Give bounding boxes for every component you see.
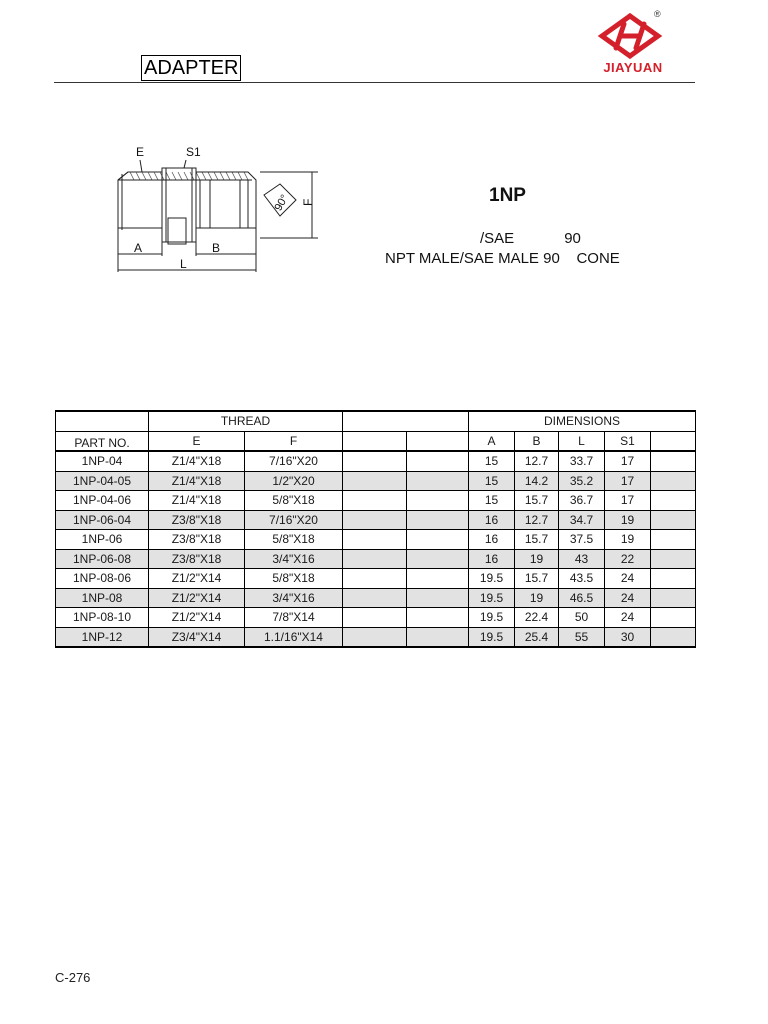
- cell-l: 34.7: [559, 510, 605, 530]
- blank-cell: [407, 510, 469, 530]
- blank-cell: [407, 549, 469, 569]
- cell-f: 1/2"X20: [245, 471, 343, 491]
- table-group-header-row: [56, 411, 696, 431]
- blank-cell: [407, 491, 469, 511]
- cell-a: 19.5: [469, 588, 515, 608]
- cell-l: 37.5: [559, 530, 605, 550]
- model-code: 1NP: [489, 185, 526, 206]
- description-line-2: NPT MALE/SAE MALE 90 CONE: [385, 250, 620, 267]
- cell-part: 1NP-08-06: [56, 569, 149, 589]
- blank-cell: [651, 510, 696, 530]
- blank-cell: [407, 431, 469, 451]
- page-title: ADAPTER: [141, 55, 241, 81]
- blank-cell: [343, 451, 407, 471]
- cell-a: 15: [469, 491, 515, 511]
- cell-l: 46.5: [559, 588, 605, 608]
- table-row: [56, 510, 696, 530]
- blank-cell: [651, 431, 696, 451]
- blank-cell: [343, 510, 407, 530]
- cell-b: 15.7: [515, 530, 559, 550]
- blank-cell: [651, 491, 696, 511]
- cell-part: 1NP-06-08: [56, 549, 149, 569]
- blank-cell: [651, 549, 696, 569]
- cell-f: 3/4"X16: [245, 588, 343, 608]
- cell-s1: 22: [605, 549, 651, 569]
- blank-cell: [56, 411, 149, 431]
- adapter-drawing: [100, 140, 330, 280]
- cell-part: 1NP-08-10: [56, 608, 149, 628]
- table-column-header-row: [56, 431, 696, 451]
- dimensions-group-header: DIMENSIONS: [469, 411, 696, 431]
- cell-e: Z1/2"X14: [149, 588, 245, 608]
- table-row: [56, 491, 696, 511]
- cell-e: Z1/2"X14: [149, 569, 245, 589]
- col-l: L: [559, 431, 605, 451]
- blank-cell: [651, 627, 696, 647]
- description-line-1: /SAE 90: [480, 230, 581, 247]
- cell-e: Z3/8"X18: [149, 549, 245, 569]
- blank-cell: [407, 530, 469, 550]
- blank-cell: [651, 530, 696, 550]
- blank-cell: [651, 471, 696, 491]
- cell-f: 5/8"X18: [245, 530, 343, 550]
- cell-b: 12.7: [515, 510, 559, 530]
- cell-part: 1NP-06-04: [56, 510, 149, 530]
- cell-s1: 17: [605, 451, 651, 471]
- cell-b: 12.7: [515, 451, 559, 471]
- cell-e: Z3/8"X18: [149, 510, 245, 530]
- cell-b: 14.2: [515, 471, 559, 491]
- blank-cell: [407, 627, 469, 647]
- cell-l: 36.7: [559, 491, 605, 511]
- brand-name: JIAYUAN: [603, 60, 663, 75]
- blank-cell: [343, 608, 407, 628]
- cell-e: Z1/2"X14: [149, 608, 245, 628]
- cell-s1: 30: [605, 627, 651, 647]
- thread-group-header: THREAD: [149, 411, 343, 431]
- cell-b: 15.7: [515, 491, 559, 511]
- cell-l: 50: [559, 608, 605, 628]
- blank-cell: [407, 471, 469, 491]
- cell-a: 15: [469, 451, 515, 471]
- blank-cell: [651, 451, 696, 471]
- label-s1: S1: [186, 145, 201, 159]
- col-a: A: [469, 431, 515, 451]
- cell-s1: 17: [605, 471, 651, 491]
- col-e: E: [149, 431, 245, 451]
- cell-part: 1NP-04-06: [56, 491, 149, 511]
- col-f: F: [245, 431, 343, 451]
- table-row: [56, 627, 696, 647]
- cell-part: 1NP-04-05: [56, 471, 149, 491]
- cell-l: 43.5: [559, 569, 605, 589]
- cell-f: 7/16"X20: [245, 451, 343, 471]
- label-a: A: [134, 241, 143, 255]
- cell-f: 5/8"X18: [245, 569, 343, 589]
- cell-part: 1NP-06: [56, 530, 149, 550]
- cell-l: 33.7: [559, 451, 605, 471]
- cell-a: 16: [469, 510, 515, 530]
- col-part-no: PART NO.: [56, 431, 149, 451]
- blank-cell: [343, 549, 407, 569]
- cell-a: 16: [469, 549, 515, 569]
- cell-f: 7/8"X14: [245, 608, 343, 628]
- header-divider: [54, 82, 695, 83]
- col-s1: S1: [605, 431, 651, 451]
- col-b: B: [515, 431, 559, 451]
- blank-cell: [407, 588, 469, 608]
- cell-e: Z1/4"X18: [149, 451, 245, 471]
- blank-cell: [343, 491, 407, 511]
- table-row: [56, 569, 696, 589]
- cell-f: 7/16"X20: [245, 510, 343, 530]
- table-row: [56, 608, 696, 628]
- cell-part: 1NP-08: [56, 588, 149, 608]
- blank-cell: [343, 588, 407, 608]
- cell-e: Z1/4"X18: [149, 471, 245, 491]
- cell-s1: 24: [605, 588, 651, 608]
- cell-l: 35.2: [559, 471, 605, 491]
- cell-part: 1NP-12: [56, 627, 149, 647]
- cell-b: 22.4: [515, 608, 559, 628]
- label-f: F: [301, 198, 315, 206]
- cell-s1: 24: [605, 569, 651, 589]
- spec-table: [55, 410, 696, 648]
- cell-part: 1NP-04: [56, 451, 149, 471]
- blank-cell: [343, 411, 469, 431]
- blank-cell: [343, 569, 407, 589]
- cell-a: 19.5: [469, 608, 515, 628]
- cell-b: 19: [515, 588, 559, 608]
- cell-b: 19: [515, 549, 559, 569]
- blank-cell: [651, 588, 696, 608]
- registered-mark: ®: [654, 9, 661, 19]
- blank-cell: [343, 431, 407, 451]
- label-b: B: [212, 241, 221, 255]
- cell-s1: 17: [605, 491, 651, 511]
- blank-cell: [651, 608, 696, 628]
- cell-a: 16: [469, 530, 515, 550]
- cell-a: 19.5: [469, 627, 515, 647]
- label-e: E: [136, 145, 145, 159]
- blank-cell: [407, 451, 469, 471]
- cell-s1: 24: [605, 608, 651, 628]
- cell-e: Z3/4"X14: [149, 627, 245, 647]
- cell-s1: 19: [605, 510, 651, 530]
- cell-l: 55: [559, 627, 605, 647]
- logo-mark-icon: [602, 16, 658, 56]
- cell-f: 3/4"X16: [245, 549, 343, 569]
- blank-cell: [343, 471, 407, 491]
- table-row: [56, 588, 696, 608]
- page-number: C-276: [55, 970, 91, 985]
- blank-cell: [343, 530, 407, 550]
- cell-b: 25.4: [515, 627, 559, 647]
- table-row: [56, 549, 696, 569]
- cell-e: Z3/8"X18: [149, 530, 245, 550]
- cell-b: 15.7: [515, 569, 559, 589]
- table-row: [56, 530, 696, 550]
- cell-l: 43: [559, 549, 605, 569]
- cell-f: 5/8"X18: [245, 491, 343, 511]
- cell-e: Z1/4"X18: [149, 491, 245, 511]
- cell-a: 15: [469, 471, 515, 491]
- cell-s1: 19: [605, 530, 651, 550]
- table-row: [56, 471, 696, 491]
- table-body: [56, 451, 696, 647]
- table-row: [56, 451, 696, 471]
- blank-cell: [407, 608, 469, 628]
- blank-cell: [651, 569, 696, 589]
- label-angle: 90°: [272, 192, 292, 214]
- label-l: L: [180, 257, 187, 271]
- blank-cell: [407, 569, 469, 589]
- cell-a: 19.5: [469, 569, 515, 589]
- blank-cell: [343, 627, 407, 647]
- cell-f: 1.1/16"X14: [245, 627, 343, 647]
